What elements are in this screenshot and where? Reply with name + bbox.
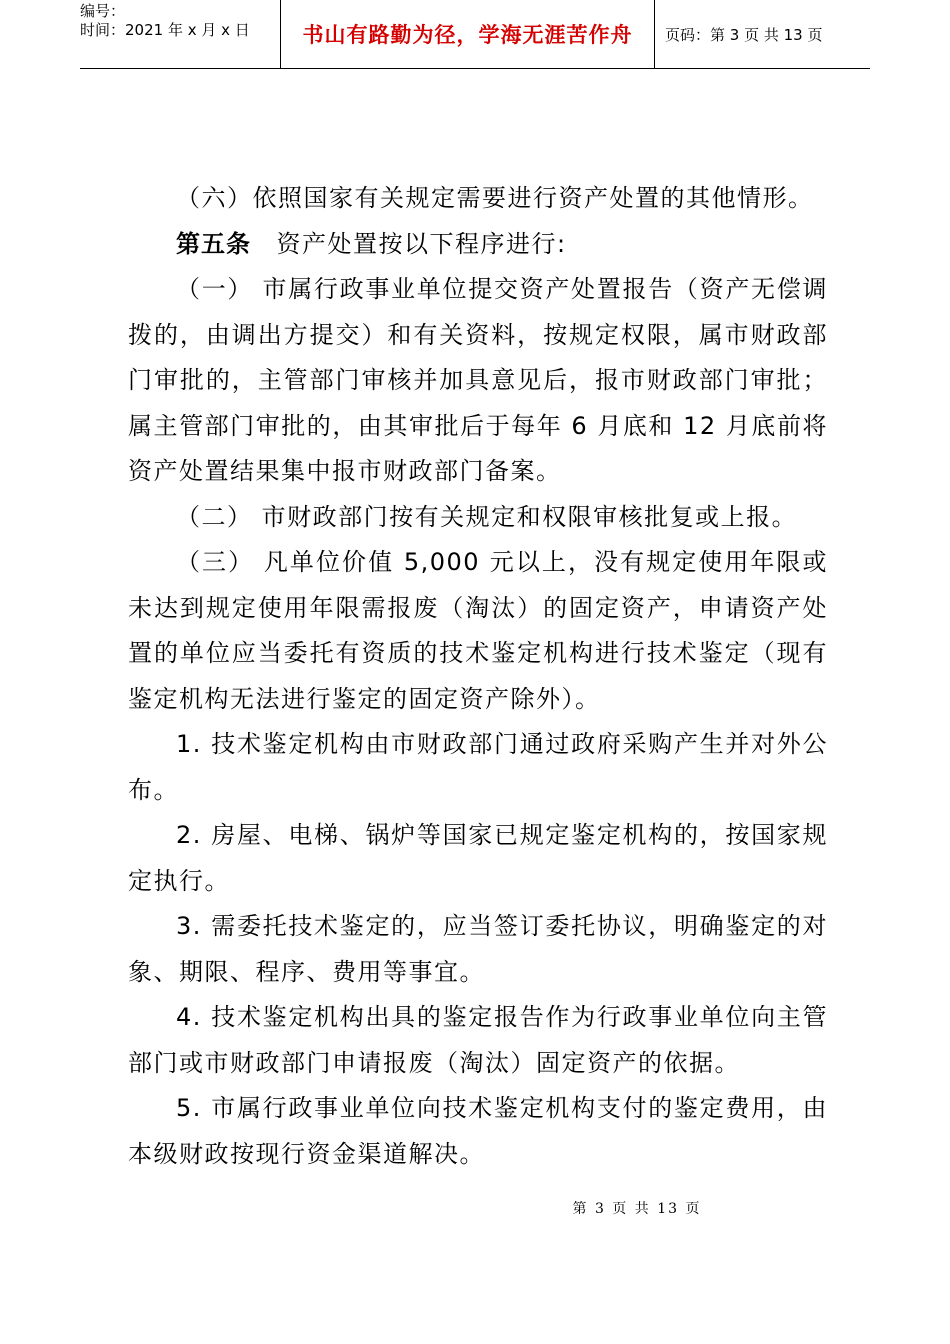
header-motto-cell (281, 0, 655, 68)
list-item (128, 722, 828, 813)
paragraph-text: （一） 市属行政事业单位提交资产处置报告（资产无偿调拨的，由调出方提交）和有关资料，按规定权限，属市财政部门审批的，主管部门审核并加具意见后，报市财政部门审批；属主管部门审批的，由其审批后于每年 6 月底和 12 月底前将资产处置结果集中报市财政部门备案。 (128, 275, 828, 485)
paragraph-text: （三） 凡单位价值 5,000 元以上，没有规定使用年限或未达到规定使用年限需报废（淘汰）的固定资产，申请资产处置的单位应当委托有资质的技术鉴定机构进行技术鉴定（现有鉴定机构无法进行鉴定的固定资产除外）。 (128, 548, 828, 713)
paragraph (128, 495, 828, 541)
paragraph (128, 267, 828, 495)
document-body (128, 176, 828, 1177)
document-time-label: 时间：2021 年 x 月 x 日 (80, 21, 250, 39)
page-header (80, 0, 870, 69)
footer-page-number: 第 3 页 共 13 页 (572, 1201, 702, 1217)
paragraph-text: 2. 房屋、电梯、锅炉等国家已规定鉴定机构的，按国家规定执行。 (128, 821, 828, 895)
paragraph-text: 5. 市属行政事业单位向技术鉴定机构支付的鉴定费用，由本级财政按现行资金渠道解决。 (128, 1094, 828, 1168)
header-meta-cell (80, 0, 281, 68)
paragraph-text: 资产处置按以下程序进行: (251, 229, 567, 258)
document-number-label: 编号： (80, 2, 126, 20)
list-item (128, 904, 828, 995)
paragraph (128, 540, 828, 722)
list-item (128, 813, 828, 904)
paragraph-text: （二） 市财政部门按有关规定和权限审核批复或上报。 (176, 502, 798, 531)
header-page-cell (655, 0, 870, 68)
paragraph-text: 3. 需委托技术鉴定的，应当签订委托协议，明确鉴定的对象、期限、程序、费用等事宜。 (128, 912, 828, 986)
paragraph (128, 176, 828, 222)
list-item (128, 995, 828, 1086)
header-page-info: 页码：第 3 页 共 13 页 (665, 25, 823, 44)
paragraph-text: （六）依照国家有关规定需要进行资产处置的其他情形。 (176, 184, 814, 212)
article-number: 第五条 (176, 229, 251, 258)
paragraph-text: 1. 技术鉴定机构由市财政部门通过政府采购产生并对外公布。 (128, 730, 828, 804)
paragraph-text: 4. 技术鉴定机构出具的鉴定报告作为行政事业单位向主管部门或市财政部门申请报废（淘汰）固定资产的依据。 (128, 1003, 828, 1077)
page-footer (0, 1198, 950, 1218)
header-motto: 书山有路勤为径，学海无涯苦作舟 (302, 23, 633, 47)
article-heading-paragraph (128, 222, 828, 268)
list-item (128, 1086, 828, 1177)
